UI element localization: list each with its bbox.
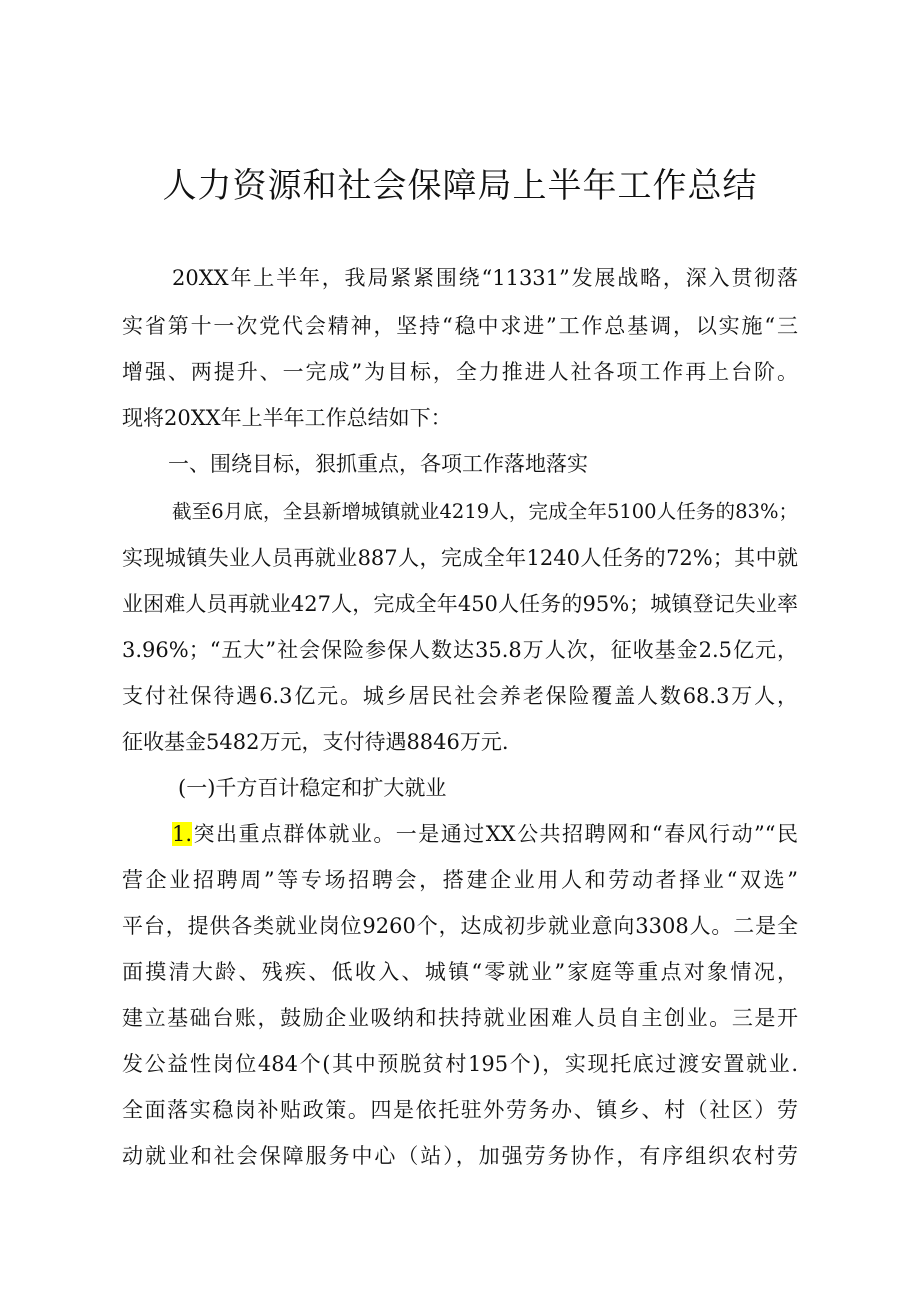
section-heading: 一、围绕目标，狠抓重点，各项工作落地落实 [168, 452, 588, 476]
intro-line: 增强、两提升、一完成”为目标，全力推进人社各项工作再上台阶。 [122, 360, 798, 384]
document-title: 人力资源和社会保障局上半年工作总结 [162, 166, 758, 206]
stats-line: 截至6月底，全县新增城镇就业4219人，完成全年5100人任务的83%； [172, 500, 798, 523]
item-line: 发公益性岗位484个(其中预脱贫村195个)，实现托底过渡安置就业. [122, 1052, 798, 1076]
item-first-line-text: 突出重点群体就业。一是通过XX公共招聘网和“春风行动”“民 [192, 822, 798, 846]
stats-line: 实现城镇失业人员再就业887人，完成全年1240人任务的72%；其中就 [122, 546, 798, 570]
item-line: 面摸清大龄、残疾、低收入、城镇“零就业”家庭等重点对象情况， [122, 960, 798, 984]
item-line: 平台，提供各类就业岗位9260个，达成初步就业意向3308人。二是全 [122, 914, 798, 938]
intro-line: 实省第十一次党代会精神，坚持“稳中求进”工作总基调，以实施“三 [122, 314, 798, 338]
subsection-heading: (一)千方百计稳定和扩大就业 [178, 776, 447, 800]
stats-line: 支付社保待遇6.3亿元。城乡居民社会养老保险覆盖人数68.3万人， [122, 684, 798, 708]
stats-line: 3.96%；“五大”社会保险参保人数达35.8万人次，征收基金2.5亿元， [122, 638, 798, 662]
item-line: 建立基础台账，鼓励企业吸纳和扶持就业困难人员自主创业。三是开 [122, 1006, 798, 1030]
item-line: 营企业招聘周”等专场招聘会，搭建企业用人和劳动者择业“双选” [122, 868, 798, 892]
item-first-line [172, 818, 798, 850]
item-line: 全面落实稳岗补贴政策。四是依托驻外劳务办、镇乡、村（社区）劳 [122, 1098, 798, 1122]
intro-line: 现将20XX年上半年工作总结如下： [122, 406, 452, 430]
item-line: 动就业和社会保障服务中心（站），加强劳务协作，有序组织农村劳 [122, 1144, 798, 1168]
item-number-highlight: 1. [172, 822, 193, 846]
stats-line: 业困难人员再就业427人，完成全年450人任务的95%；城镇登记失业率 [122, 592, 798, 616]
intro-line: 20XX年上半年，我局紧紧围绕“11331”发展战略，深入贯彻落 [172, 266, 798, 290]
stats-line: 征收基金5482万元，支付待遇8846万元. [122, 730, 509, 754]
